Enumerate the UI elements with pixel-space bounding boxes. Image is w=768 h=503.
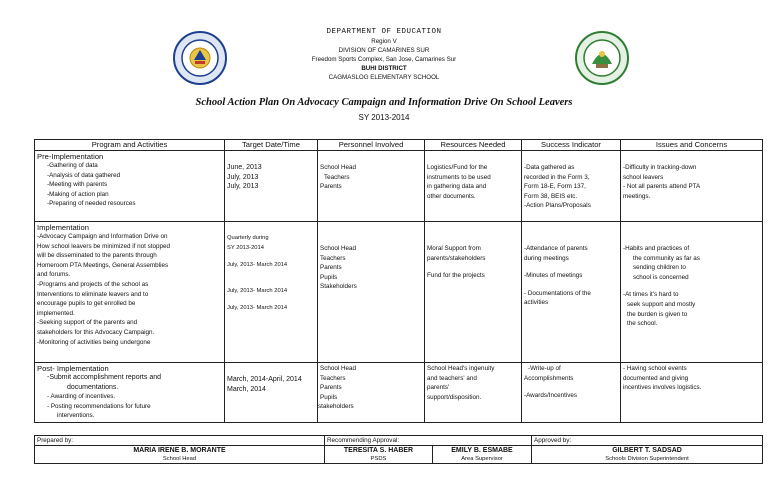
list-item: -Action Plans/Proposals — [524, 202, 591, 210]
list-item: School Head's ingenuity — [427, 365, 495, 372]
prepared-signatory — [35, 446, 325, 464]
post-dates-cell — [225, 363, 318, 423]
section-title: Implementation — [37, 223, 89, 232]
list-item: -Difficulty in tracking-down — [623, 164, 697, 171]
list-item: -Advocacy Campaign and Information Drive on — [37, 233, 168, 240]
pre-activities-cell — [35, 151, 225, 222]
list-item: implemented. — [37, 309, 75, 317]
list-item: the community as far as — [633, 254, 700, 262]
table-row-post-implementation — [35, 363, 763, 423]
approved-name: GILBERT T. SADSAD — [612, 447, 682, 454]
pre-success-cell — [522, 151, 621, 222]
list-item: encourage pupils to get enrolled be — [37, 300, 136, 308]
list-item: Teachers — [320, 374, 346, 382]
rec1-position: PSDS — [370, 456, 387, 462]
list-item: support/disposition. — [427, 393, 482, 401]
header-success: Success Indicator — [522, 140, 621, 151]
list-item: -At times it's hard to — [623, 291, 679, 299]
pre-personnel-cell — [318, 151, 425, 222]
list-item: -Attendance of parents — [524, 245, 588, 252]
list-item: -Seeking support of the parents and — [37, 319, 138, 327]
list-item: Teachers — [324, 173, 350, 181]
list-item: documentations. — [67, 383, 119, 391]
list-item: sending children to — [633, 264, 686, 272]
list-item: July, 2013- March 2014 — [227, 305, 288, 312]
list-item: -Awards/Incentives — [524, 392, 578, 400]
list-item: Stakeholders — [320, 283, 357, 291]
post-personnel-cell — [318, 363, 425, 423]
prepared-by-label: Prepared by: — [35, 436, 325, 446]
list-item: Pupils — [320, 273, 338, 281]
list-item: June, 2013 — [227, 164, 262, 171]
table-row-pre-implementation — [35, 151, 763, 222]
list-item: School Head — [320, 245, 357, 252]
list-item: meetings. — [623, 192, 651, 200]
list-item: school is concerned — [633, 273, 689, 281]
impl-success-cell — [522, 222, 621, 363]
department-name: DEPARTMENT OF EDUCATION — [326, 28, 442, 36]
list-item: activities — [524, 299, 549, 307]
list-item: July, 2013- March 2014 — [227, 287, 288, 294]
list-item: in gathering data and — [427, 183, 487, 191]
list-item: Teachers — [320, 254, 346, 262]
list-item: -Write-up of — [528, 365, 561, 372]
list-item: other documents. — [427, 192, 476, 200]
region: Region V — [371, 38, 397, 45]
approved-signatory — [532, 446, 763, 464]
list-item: How school leavers be minimized if not stopped — [37, 242, 171, 250]
list-item: March, 2014-April, 2014 — [227, 376, 302, 383]
list-item: and teachers' and — [427, 374, 477, 382]
approved-position: Schools Division Superintendent — [605, 456, 689, 462]
list-item: incentives involves logistics. — [623, 384, 702, 392]
list-item: and forums. — [37, 271, 71, 279]
list-item: -Preparing of needed resources — [47, 200, 136, 208]
impl-issues-cell — [621, 222, 763, 363]
list-item: March, 2014 — [227, 385, 266, 393]
post-issues-cell — [621, 363, 763, 423]
list-item: Interventions to eliminate leavers and to — [37, 290, 149, 298]
list-item: -Analysis of data gathered — [47, 171, 121, 179]
document-title: School Action Plan On Advocacy Campaign and Information Drive On School Leavers — [195, 97, 573, 108]
list-item: -Gathering of data — [47, 162, 98, 169]
list-item: School Head — [320, 365, 357, 372]
table-header-row — [35, 140, 763, 151]
prepared-position: School Head — [162, 456, 197, 462]
header-target-date: Target Date/Time — [225, 140, 318, 151]
table-row-implementation — [35, 222, 763, 363]
list-item: the school. — [627, 320, 658, 328]
section-title: Pre-Implementation — [37, 152, 104, 161]
list-item: July, 2013 — [227, 183, 259, 191]
signature-table — [34, 435, 763, 464]
list-item: -Making of action plan — [47, 190, 109, 198]
list-item: - Posting recommendations for future — [47, 402, 151, 410]
list-item: -Monitoring of activities being undergone — [37, 338, 151, 346]
list-item: documented and giving — [623, 374, 689, 382]
list-item: July, 2013- March 2014 — [227, 262, 288, 269]
rec1-signatory — [325, 446, 433, 464]
list-item: recorded in the Form 3, — [524, 173, 590, 181]
list-item: -Minutes of meetings — [524, 272, 583, 280]
list-item: -Data gathered as — [524, 164, 575, 171]
list-item: Logistics/Fund for the — [427, 164, 488, 171]
prepared-name: MARIA IRENE B. MORANTE — [133, 447, 226, 454]
list-item: - Documentations of the — [524, 289, 591, 297]
impl-activities-cell — [35, 222, 225, 363]
rec1-name: TERESITA S. HABER — [343, 447, 414, 454]
list-item: Parents — [320, 384, 342, 392]
section-title: Post- Implementation — [37, 364, 109, 373]
pre-dates-cell — [225, 151, 318, 222]
approved-by-label: Approved by: — [532, 436, 763, 446]
list-item: SY 2013-2014 — [227, 244, 264, 251]
list-item: will be disseminated to the parents through — [37, 252, 157, 260]
list-item: Homeroom PTA Meetings, General Assemblies — [37, 261, 169, 269]
letterhead — [0, 28, 768, 82]
list-item: the burden is given to — [627, 310, 688, 318]
post-resources-cell — [425, 363, 522, 423]
list-item: -Habits and practices of — [623, 245, 690, 252]
list-item: parents/stakeholders — [427, 254, 486, 262]
list-item: Accomplishments — [524, 374, 574, 382]
list-item: Form 18-E, Form 137, — [524, 183, 586, 191]
list-item: - Having school events — [623, 365, 687, 372]
list-item: Parents — [320, 264, 342, 272]
list-item: interventions. — [57, 412, 95, 420]
post-activities-cell — [35, 363, 225, 423]
list-item: instruments to be used — [427, 173, 491, 181]
list-item: school leavers — [623, 173, 664, 181]
list-item: -Programs and projects of the school as — [37, 280, 149, 288]
post-success-cell — [522, 363, 621, 423]
address: Freedom Sports Complex, San Jose, Camarines Sur — [311, 56, 457, 63]
rec2-position: Area Supervisor — [461, 456, 503, 462]
rec2-signatory — [433, 446, 532, 464]
list-item: Parents — [320, 183, 342, 191]
list-item: - Not all parents attend PTA — [623, 183, 701, 191]
list-item: Moral Support from — [427, 245, 481, 252]
list-item: -Meeting with parents — [47, 181, 108, 189]
impl-personnel-cell — [318, 222, 425, 363]
list-item: stakeholders for this Advocacy Campaign. — [37, 328, 155, 336]
list-item: Quarterly during — [227, 235, 269, 241]
pre-issues-cell — [621, 151, 763, 222]
list-item: seek support and mostly — [627, 300, 696, 308]
impl-dates-cell — [225, 222, 318, 363]
list-item: - Awarding of incentives. — [47, 393, 116, 401]
list-item: Fund for the projects — [427, 272, 485, 280]
impl-resources-cell — [425, 222, 522, 363]
school-year: SY 2013-2014 — [358, 113, 410, 122]
district: BUHI DISTRICT — [361, 65, 407, 72]
list-item: parents' — [427, 384, 450, 392]
list-item: during meetings — [524, 254, 569, 262]
header-personnel: Personnel Involved — [318, 140, 425, 151]
header-resources: Resources Needed — [425, 140, 522, 151]
list-item: stakeholders — [318, 403, 354, 411]
school-name: CAGMASLOG ELEMENTARY SCHOOL — [328, 74, 440, 81]
list-item: -Submit accomplishment reports and — [47, 374, 161, 381]
list-item: July, 2013 — [227, 173, 259, 181]
list-item: Form 38, BEIS etc. — [524, 192, 578, 200]
recommending-label: Recommending Approval: — [325, 436, 532, 446]
header-issues: Issues and Concerns — [621, 140, 763, 151]
rec2-name: EMILY B. ESMABE — [451, 447, 513, 454]
signature-label-row — [35, 436, 763, 446]
division: DIVISION OF CAMARINES SUR — [338, 47, 430, 54]
action-plan-table — [34, 139, 763, 423]
list-item: Pupils — [320, 393, 338, 401]
list-item: School Head — [320, 164, 357, 171]
header-program: Program and Activities — [35, 140, 225, 151]
pre-resources-cell — [425, 151, 522, 222]
signature-name-row — [35, 446, 763, 464]
